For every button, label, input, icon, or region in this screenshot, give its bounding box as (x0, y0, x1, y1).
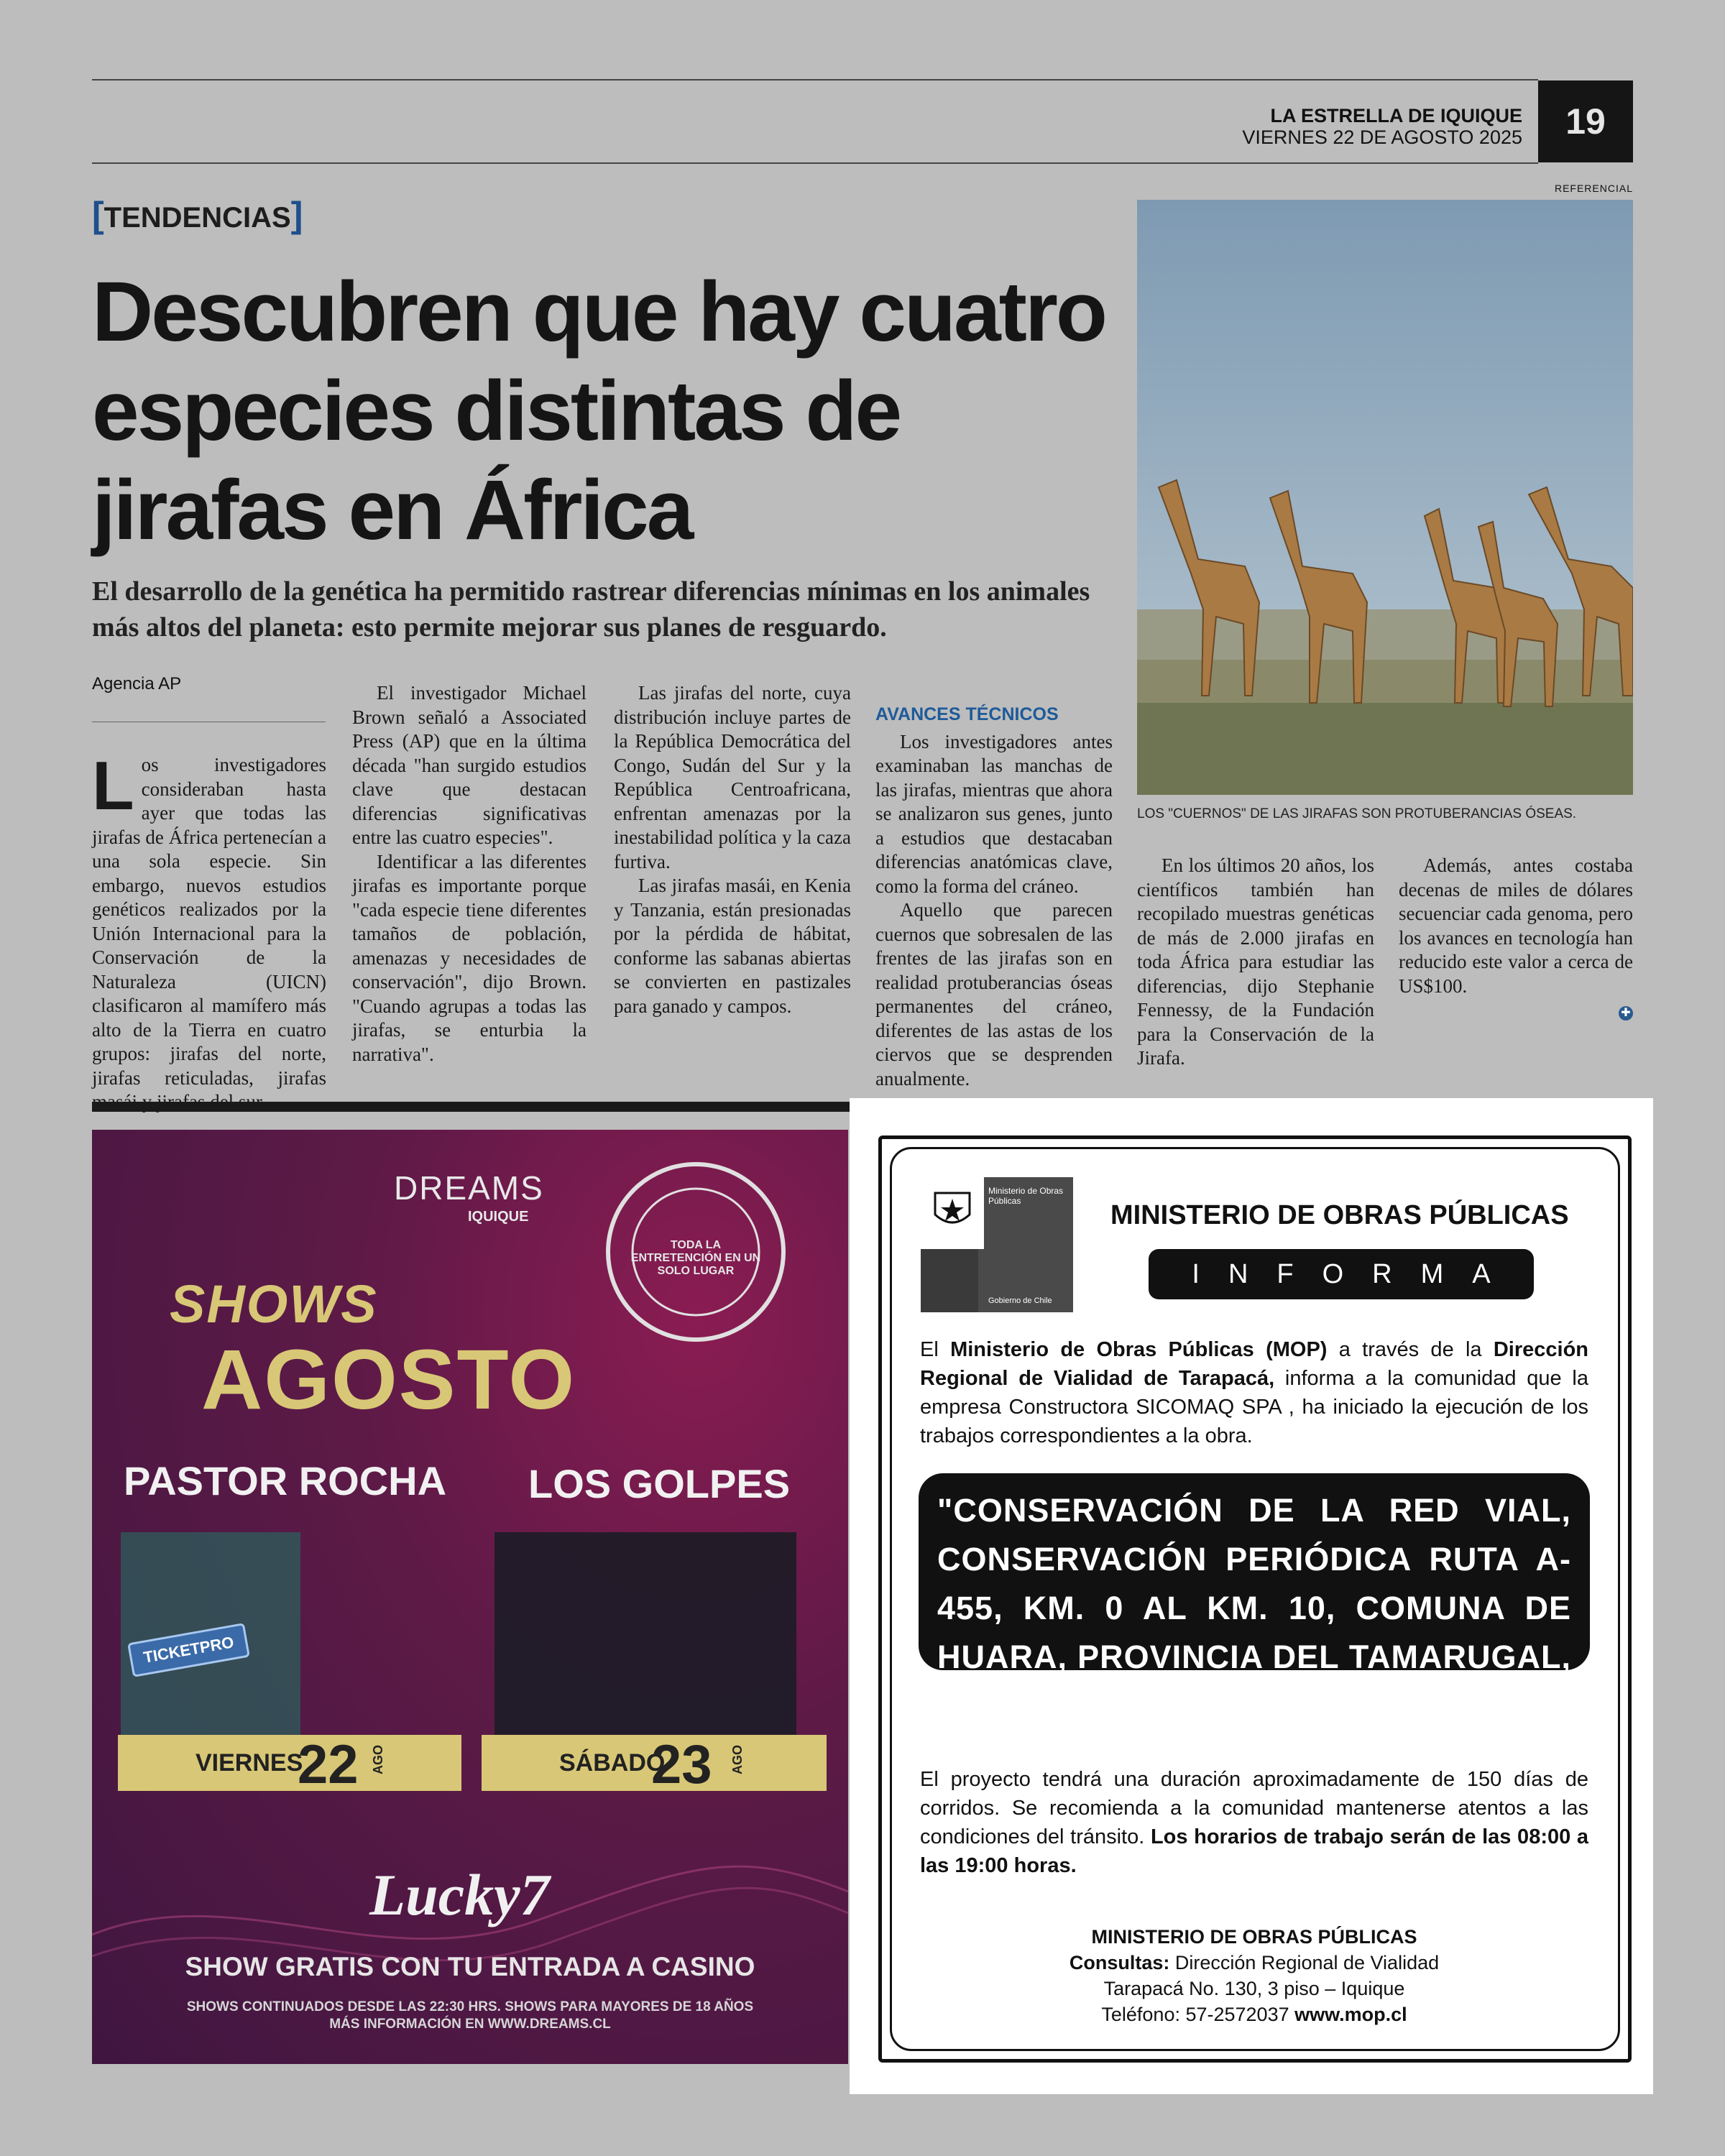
article-column-6 (1399, 854, 1633, 1023)
footer-title: MINISTERIO DE OBRAS PÚBLICAS (1091, 1926, 1417, 1948)
informa-badge: INFORMA (1149, 1249, 1534, 1299)
photo-credit: REFERENCIAL (1554, 183, 1633, 194)
mop-intro: El Ministerio de Obras Públicas (MOP) a través de la Dirección Regional de Vialidad de Tarapacá, informa a la comunidad que la empresa Constructora SICOMAQ SPA , ha iniciado la ejecución de los trabajos correspondientes a la obra. (920, 1338, 1589, 1447)
paragraph-7: Aquello que parecen cuernos que sobresalen de las frentes de las jirafas son en realidad protuberancias óseas permanentes del cráneo, diferentes de las astas de los ciervos que se desprenden anualmente. (875, 899, 1113, 1089)
subhead: AVANCES TÉCNICOS (875, 704, 1059, 724)
mop-duration: El proyecto tendrá una duración aproximadamente de 150 días de corridos. Se recomienda a la comunidad mantenerse atentos a las condiciones del tránsito. Los horarios de trabajo serán de las 08:00 a las 19:00 horas. (920, 1768, 1588, 1877)
artist-2: LOS GOLPES (528, 1461, 791, 1506)
mop-website-link[interactable]: www.mop.cl (1294, 2004, 1407, 2025)
section-tag: [TENDENCIAS] (92, 195, 303, 235)
article-column-3 (614, 681, 851, 1018)
mop-logo-text: Ministerio de Obras Públicas (988, 1186, 1064, 1206)
date-band-1 (118, 1734, 461, 1795)
paragraph-2: El investigador Michael Brown señaló a Associated Press (AP) que en la última década "han surgido estudios clave que destacan diferencias significativas entre las cuatro especies". (352, 682, 586, 848)
fine-print-2: MÁS INFORMACIÓN EN WWW.DREAMS.CL (329, 2017, 611, 2032)
free-show-text: SHOW GRATIS CON TU ENTRADA A CASINO (185, 1952, 755, 1981)
lucky7-logo: Lucky7 (369, 1862, 550, 1927)
article-column-4 (875, 681, 1113, 1091)
paragraph-9: Además, antes costaba decenas de miles de dólares secuenciar cada genoma, pero los avances en tecnología han reducido este valor a cerca de US$100. (1399, 854, 1633, 997)
paragraph-3: Identificar a las diferentes jirafas es importante porque "cada especie tiene diferentes tamaños de población, amenazas y necesidades de conservación", dijo Brown. "Cuando agrupas a todas las jirafas, se enturbia la narrativa". (352, 850, 586, 1065)
newspaper-name: LA ESTRELLA DE IQUIQUE (1270, 105, 1522, 126)
byline: Agencia AP (92, 674, 182, 694)
paragraph-6: Los investigadores antes examinaban las manchas de las jirafas, mientras que ahora se analizaron sus genes, junto a estudios que destacaban diferencias anatómicas clave, como la forma del cráneo. (875, 730, 1113, 897)
giraffe-photo (1137, 200, 1633, 795)
dreams-ad (92, 1130, 848, 2064)
date-1: 22 (298, 1734, 359, 1795)
artist-1: PASTOR ROCHA (124, 1458, 447, 1503)
end-mark-icon: ✚ (1619, 1006, 1633, 1021)
article-column-5 (1137, 854, 1374, 1071)
project-title: "CONSERVACIÓN DE LA RED VIAL, CONSERVACIÓN PERIÓDICA RUTA A-455, KM. 0 AL KM. 10, COMUNA DE HUARA, PROVINCIA DEL TAMARUGAL, REGIÓN TARAPACÁ" (937, 1492, 1571, 1724)
day-2: SÁBADO (559, 1749, 666, 1777)
footer-contact: Teléfono: 57-2572037 www.mop.cl (1101, 2004, 1407, 2025)
gobierno-de-chile: Gobierno de Chile (988, 1296, 1052, 1305)
chile-shield-icon (931, 1189, 974, 1232)
day-1: VIERNES (196, 1749, 303, 1777)
date-band-2 (482, 1734, 827, 1795)
month-1: AGO (371, 1744, 386, 1775)
ticketpro-badge: TICKETPRO (127, 1623, 250, 1677)
date-2: 23 (651, 1734, 712, 1795)
page-number: 19 (1538, 80, 1633, 162)
dreams-logo: DREAMS (394, 1169, 544, 1207)
dropcap: L (92, 747, 134, 824)
footer-address: Tarapacá No. 130, 3 piso – Iquique (1103, 1978, 1405, 1999)
paragraph-5: Las jirafas masái, en Kenia y Tanzania, están presionadas por la pérdida de hábitat, conforme las sabanas abiertas se convierten en pastizales para ganado y campos. (614, 875, 851, 1017)
article-column-1 (92, 747, 326, 1115)
month-label: AGOSTO (201, 1332, 576, 1427)
paragraph-1: os investigadores consideraban hasta ayer que todas las jirafas de África pertenecían a una sola especie. Sin embargo, nuevos estudios genéticos realizados por la Unión Internacional para la Conservación de la Naturaleza (UICN) clasificaron al mamífero más alto de la Tierra en cuatro grupos: jirafas del norte, jirafas reticuladas, jirafas (92, 754, 326, 1089)
paragraph-4: Las jirafas del norte, cuya distribución incluye partes de la República Democrática del Congo, Sudán del Sur y la República Centroafricana, enfrentan amenazas por la inestabilidad política y la caza furtiva. (614, 682, 851, 872)
mop-logo (921, 1177, 1073, 1312)
lede: El desarrollo de la genética ha permitido rastrear diferencias mínimas en los animales más altos del planeta: esto permite mejorar sus planes de resguardo. (92, 576, 1090, 642)
month-2: AGO (730, 1744, 745, 1775)
entertainment-badge: TODA LA ENTRETENCIÓN EN UN SOLO LUGAR (630, 1239, 761, 1277)
fine-print-1: SHOWS CONTINUADOS DESDE LAS 22:30 HRS. SHOWS PARA MAYORES DE 18 AÑOS (186, 1999, 754, 2014)
footer-consultas: Consultas: Dirección Regional de Vialidad (1069, 1952, 1440, 1973)
dreams-logo-sub: IQUIQUE (468, 1209, 529, 1225)
mop-title: MINISTERIO DE OBRAS PÚBLICAS (1110, 1200, 1569, 1230)
header-rule (92, 162, 1538, 164)
article-column-2 (352, 681, 586, 1067)
headline: Descubren que hay cuatro especies distintas de jirafas en África (92, 264, 1105, 558)
shows-label: SHOWS (170, 1274, 378, 1334)
project-box (919, 1473, 1590, 1724)
issue-date: VIERNES 22 DE AGOSTO 2025 (1242, 126, 1522, 148)
giraffe-illustration (1137, 200, 1633, 795)
paragraph-8: En los últimos 20 años, los científicos también han recopilado muestras genéticas de más de 2.000 jirafas en toda África para estudiar las diferencias, dijo Stephanie Fennessy, de la Fundación para la Conservación de la Jirafa. (1137, 854, 1374, 1069)
top-rule (92, 79, 1538, 80)
photo-caption: LOS "CUERNOS" DE LAS JIRAFAS SON PROTUBERANCIAS ÓSEAS. (1137, 806, 1577, 821)
